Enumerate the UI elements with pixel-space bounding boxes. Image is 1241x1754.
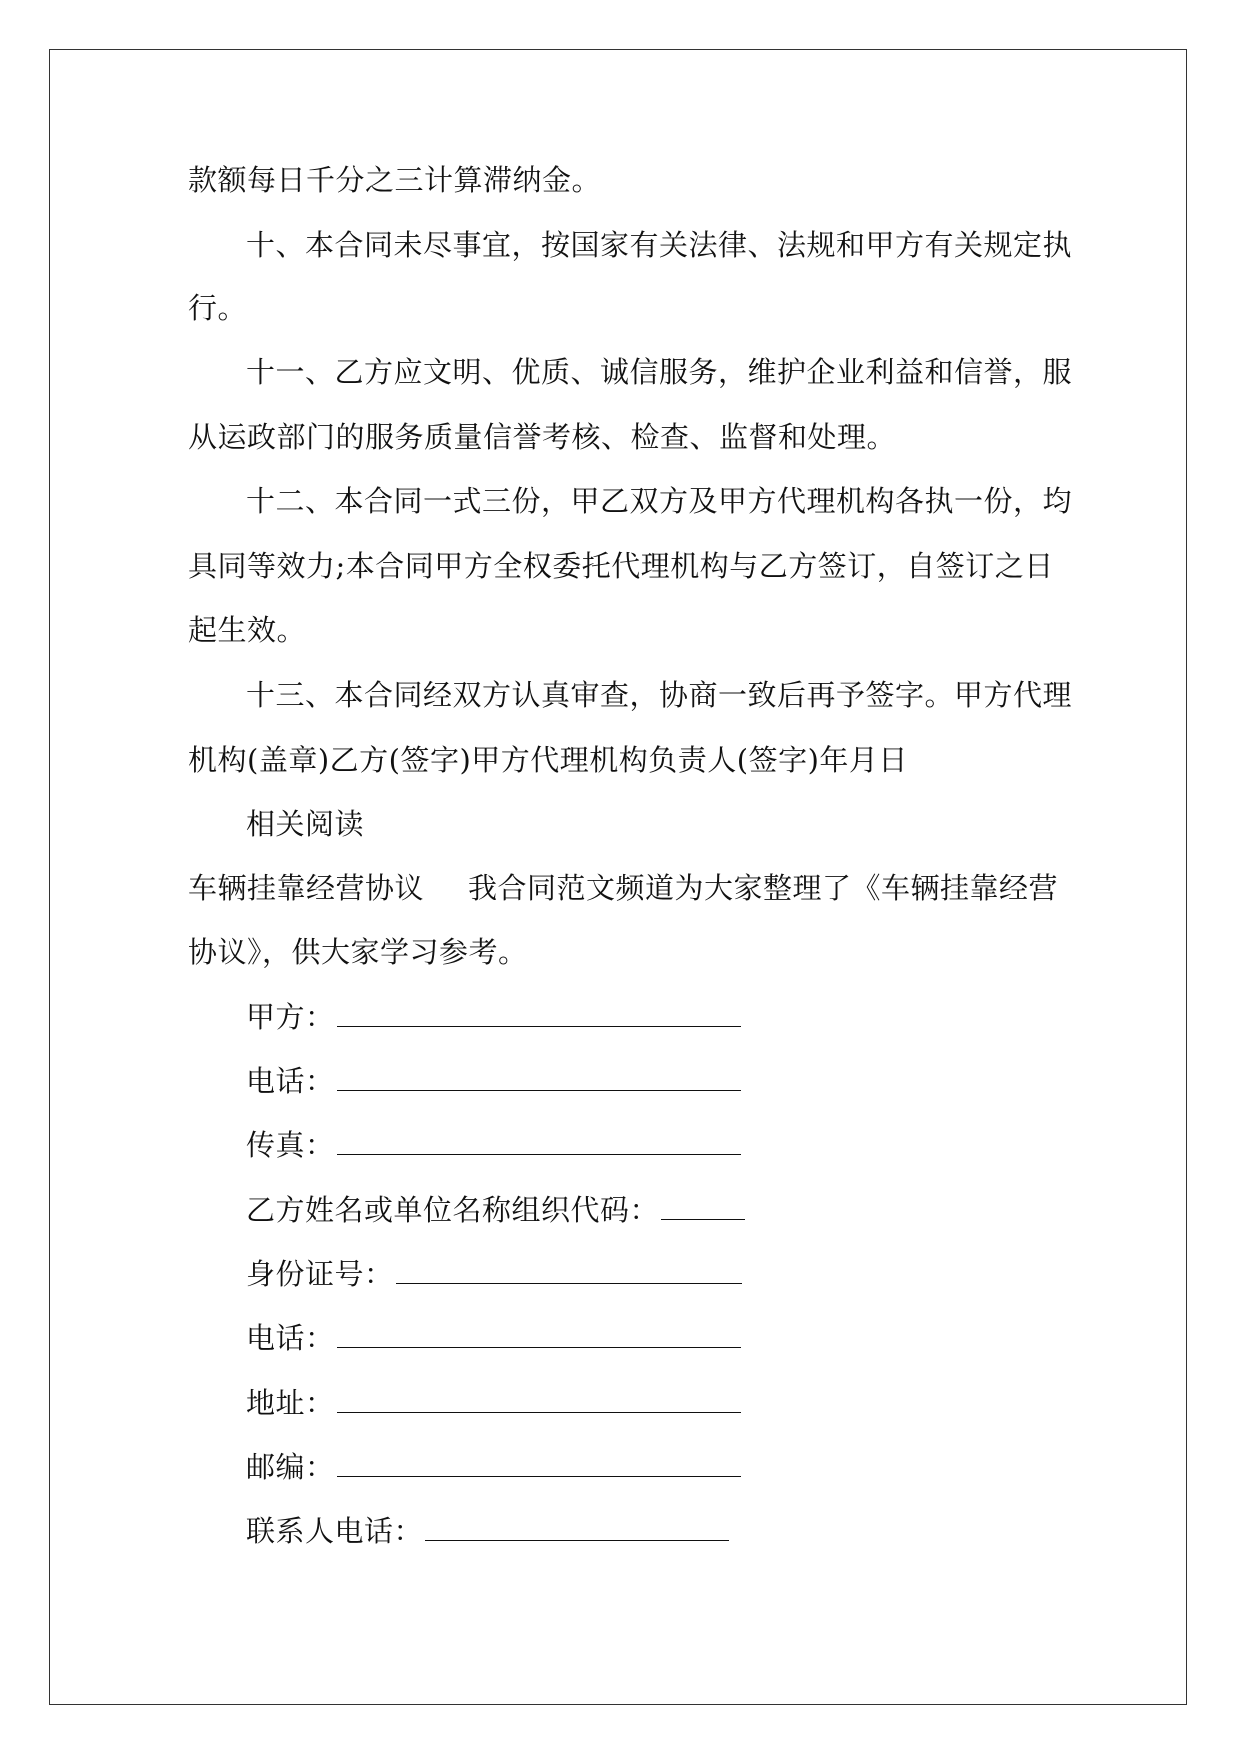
field-label: 身份证号： xyxy=(246,1257,394,1291)
address-blank[interactable] xyxy=(337,1384,741,1413)
paragraph-line: 从运政部门的服务质量信誉考核、检查、监督和处理。 xyxy=(188,420,897,454)
field-phone xyxy=(246,1061,1116,1101)
party-b-name-blank[interactable] xyxy=(661,1191,745,1220)
related-intro-continued: 协议》，供大家学习参考。 xyxy=(188,935,528,969)
fax-blank[interactable] xyxy=(337,1126,741,1155)
field-contact-phone xyxy=(246,1511,1116,1551)
field-label: 电话： xyxy=(246,1064,335,1098)
paragraph-line: 具同等效力;本合同甲方全权委托代理机构与乙方签订，自签订之日 xyxy=(188,549,1054,583)
paragraph-line: 十三、本合同经双方认真审查，协商一致后再予签字。甲方代理 xyxy=(246,678,1073,712)
field-label: 联系人电话： xyxy=(246,1514,424,1548)
field-postcode xyxy=(246,1447,1116,1487)
related-article xyxy=(188,868,1058,908)
field-label: 地址： xyxy=(246,1386,335,1420)
paragraph-line: 款额每日千分之三计算滞纳金。 xyxy=(188,163,602,197)
contact-phone-blank[interactable] xyxy=(425,1512,729,1541)
field-phone-b xyxy=(246,1318,1116,1358)
field-party-a xyxy=(246,997,1116,1037)
field-label: 甲方： xyxy=(246,1000,335,1034)
postcode-blank[interactable] xyxy=(337,1448,741,1477)
paragraph-line: 十一、乙方应文明、优质、诚信服务，维护企业利益和信誉，服 xyxy=(246,355,1073,389)
paragraph-line: 十、本合同未尽事宜，按国家有关法律、法规和甲方有关规定执 xyxy=(246,228,1073,262)
phone-blank[interactable] xyxy=(337,1062,741,1091)
field-fax xyxy=(246,1125,1116,1165)
related-title-link[interactable]: 车辆挂靠经营协议 xyxy=(188,871,425,905)
field-label: 传真： xyxy=(246,1128,335,1162)
phone-b-blank[interactable] xyxy=(337,1319,741,1348)
id-number-blank[interactable] xyxy=(396,1255,742,1284)
paragraph-line: 行。 xyxy=(188,291,248,325)
field-label: 邮编： xyxy=(246,1450,335,1484)
party-a-blank[interactable] xyxy=(337,998,741,1027)
paragraph-line: 机构(盖章)乙方(签字)甲方代理机构负责人(签字)年月日 xyxy=(188,743,908,777)
paragraph-line: 十二、本合同一式三份，甲乙双方及甲方代理机构各执一份，均 xyxy=(246,484,1073,518)
field-id-number xyxy=(246,1254,1116,1294)
field-address xyxy=(246,1383,1116,1423)
paragraph-line: 起生效。 xyxy=(188,613,307,647)
field-label: 乙方姓名或单位名称组织代码： xyxy=(246,1193,660,1227)
related-intro: 我合同范文频道为大家整理了《车辆挂靠经营 xyxy=(468,871,1059,905)
related-heading: 相关阅读 xyxy=(246,807,365,841)
field-label: 电话： xyxy=(246,1321,335,1355)
field-party-b-name xyxy=(246,1190,1116,1230)
